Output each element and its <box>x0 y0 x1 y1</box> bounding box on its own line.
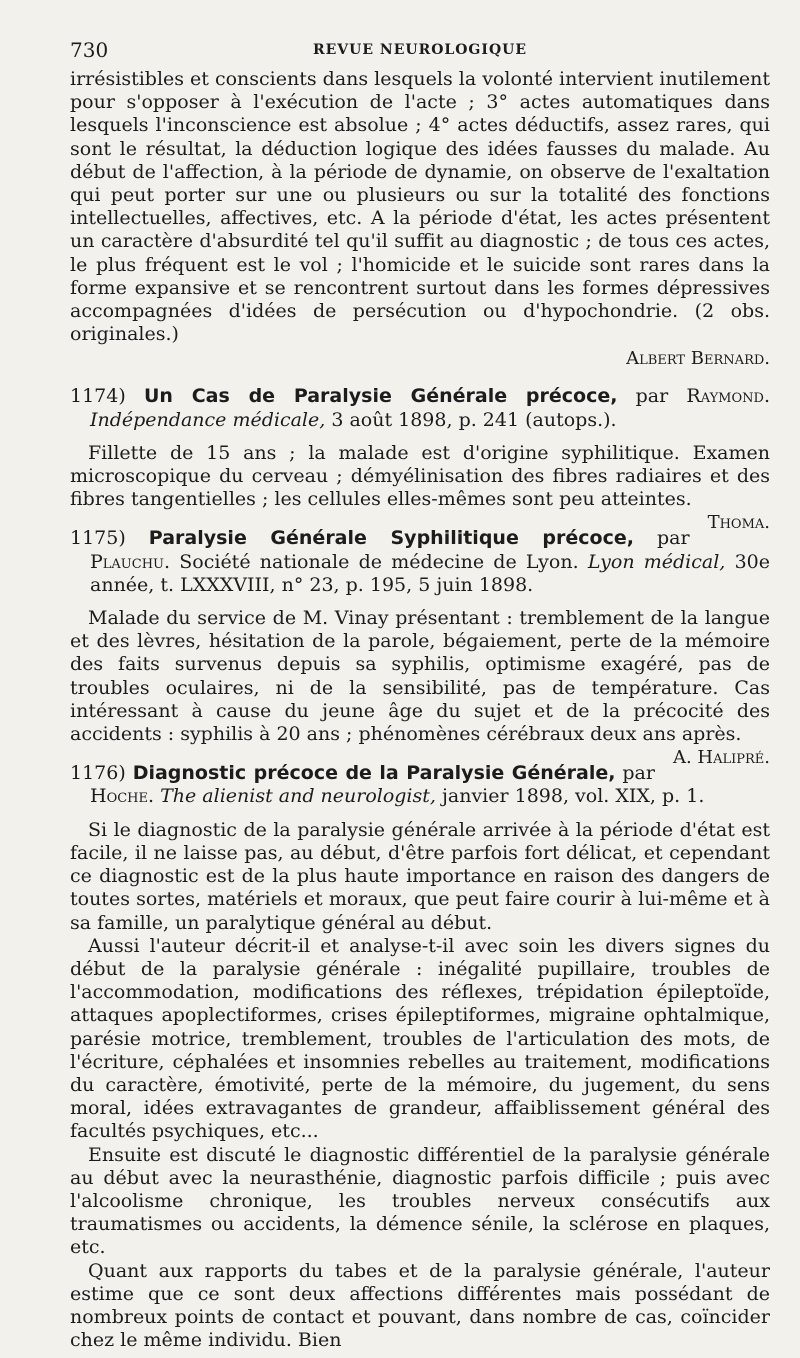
entry-signature: Thoma. <box>707 512 770 534</box>
page-header <box>70 38 770 68</box>
entry-society: Société nationale de médecine de Lyon. <box>179 550 579 573</box>
entry-journal: The alienist and neurologist, <box>160 785 436 808</box>
entry-journal: Indépendance médicale, <box>90 408 326 431</box>
entry-by: par <box>656 527 690 550</box>
entry-1174 <box>70 385 770 534</box>
entry-author: Plauchu. <box>90 550 171 573</box>
entry-paragraph: Si le diagnostic de la paralysie générale arrivée à la période d'état est facile, il ne laisse pas, au début, d'être parfois fort délicat, et cependant ce diagnostic est de la plus haute importance en raison des dangers de toutes sortes, matériels et moraux, que peut faire courir à lui-même et à sa famille, un paralytique général au début. <box>70 818 770 934</box>
entry-1175 <box>70 527 770 769</box>
entry-reference: 3 août 1898, p. 241 (autops.). <box>331 408 617 431</box>
entry-body <box>70 607 770 769</box>
entry-heading <box>70 527 770 597</box>
running-title: REVUE NEUROLOGIQUE <box>312 42 528 58</box>
entry-title: Paralysie Générale Syphilitique précoce, <box>148 527 634 550</box>
entry-signature: A. Halipré. <box>672 747 770 769</box>
entry-paragraph: Quant aux rapports du tabes et de la paralysie générale, l'auteur estime que ce sont deux affections différentes mais possédant de nombreux points de contact et pouvant, dans nombre de cas, coïncider chez le même individu. Bien <box>70 1259 770 1352</box>
intro-signature: Albert Bernard. <box>626 348 770 370</box>
entry-by: par <box>622 762 655 785</box>
entry-paragraph: Aussi l'auteur décrit-il et analyse-t-il avec soin les divers signes du début de la paralysie générale : inégalité pupillaire, troubles de l'accommodation, modifications des réflexes, trépidation épileptoïde, attaques apoplectiformes, crises épileptiformes, migraine ophtalmique, parésie motrice, tremblement, troubles de l'articulation des mots, de l'écriture, céphalées et insomnies rebelles au traitement, modifications du caractère, émotivité, perte de la mémoire, du jugement, du sens moral, idées extravagantes de grandeur, affaiblissement général des facultés psychiques, etc... <box>70 934 770 1143</box>
entry-reference: 30e année, t. LXXXVIII, n° 23, p. 195, 5 juin 1898. <box>90 550 770 596</box>
entry-number: 1175) <box>70 527 126 550</box>
page-number: 730 <box>70 38 109 62</box>
entry-body-text: Malade du service de M. Vinay présentant : tremblement de la langue et des lèvres, hésitation de la parole, bégaiement, perte de la mémoire des faits survenus depuis sa syphilis, optimisme exagéré, pas de troubles oculaires, ni de la sensibilité, pas de température. Cas intéressant à cause du jeune âge du sujet et de la précocité des accidents : syphilis à 20 ans ; phénomènes cérébraux deux ans après. <box>70 607 770 746</box>
entry-1176 <box>70 762 770 1352</box>
intro-paragraph: irrésistibles et conscients dans lesquels la volonté intervient inutilement pour s'opposer à l'exécution de l'acte ; 3° actes automatiques dans lesquels l'inconscience est absolue ; 4° actes déductifs, assez rares, qui sont le résultat, la déduction logique des idées fausses du malade. Au début de l'affection, à la période de dynamie, on observe de l'exaltation qui peut porter sur une ou plusieurs ou sur la totalité des fonctions intellectuelles, affectives, etc. A la période d'état, les actes présentent un caractère d'absurdité tel qu'il suffit au diagnostic ; de tous ces actes, le plus fréquent est le vol ; l'homicide et le suicide sont rares dans la forme expansive et se rencontrent surtout dans les formes dépressives accompagnées d'idées de persécution ou d'hypochondrie. (2 obs. originales.) <box>70 68 771 346</box>
entry-title: Diagnostic précoce de la Paralysie Générale, <box>132 762 616 785</box>
entry-body-text: Fillette de 15 ans ; la malade est d'origine syphilitique. Examen microscopique du cerveau ; démyélinisation des fibres radiaires et des fibres tangentielles ; les cellules elles-mêmes sont peu atteintes. <box>70 441 770 511</box>
entry-number: 1174) <box>70 385 126 408</box>
entry-body <box>70 441 770 534</box>
entry-author: Hoche. <box>90 785 155 808</box>
entry-journal: Lyon médical, <box>587 550 726 573</box>
journal-page <box>70 38 770 1352</box>
entry-number: 1176) <box>70 762 126 785</box>
entry-author: Raymond. <box>686 385 770 408</box>
entry-title: Un Cas de Paralysie Générale précoce, <box>143 385 618 408</box>
entry-reference: janvier 1898, vol. XIX, p. 1. <box>441 785 705 808</box>
entry-heading <box>70 385 770 431</box>
entry-by: par <box>635 385 669 408</box>
entry-paragraph: Ensuite est discuté le diagnostic différentiel de la paralysie générale au début avec la neurasthénie, diagnostic parfois difficile ; puis avec l'alcoolisme chronique, les troubles nerveux consécutifs aux traumatismes ou accidents, la démence sénile, la sclérose en plaques, etc. <box>70 1143 770 1259</box>
